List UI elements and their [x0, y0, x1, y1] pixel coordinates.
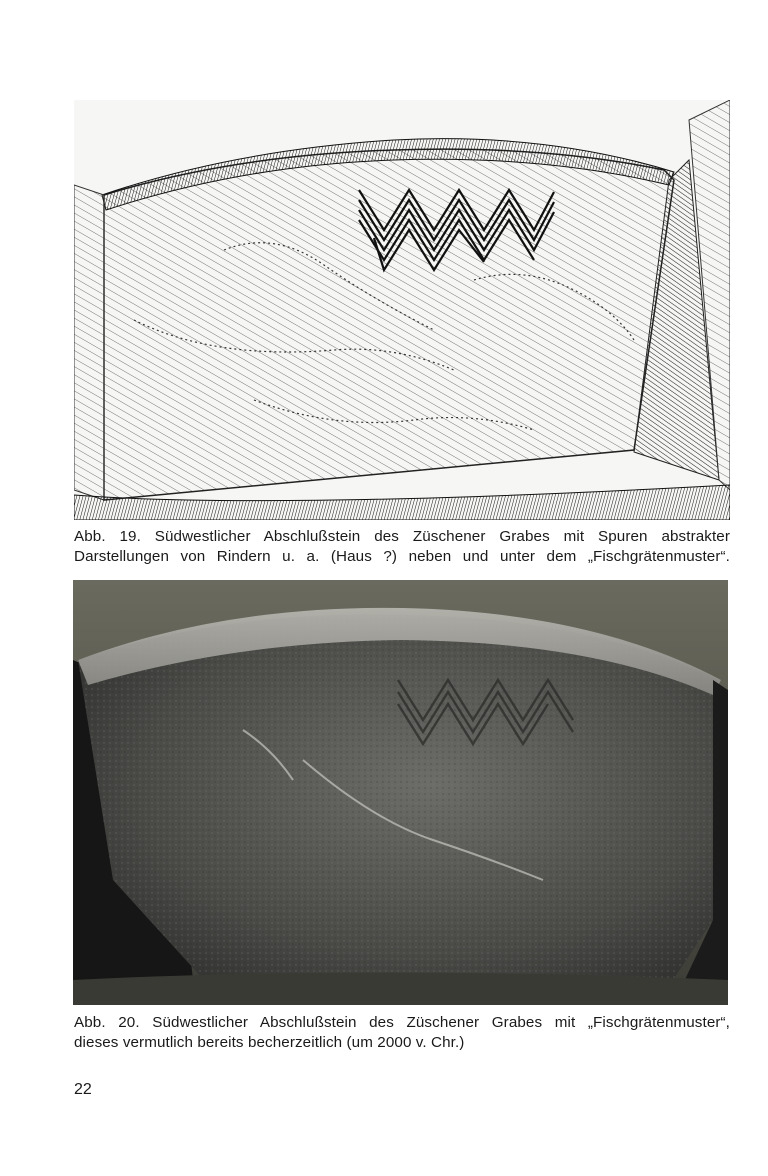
caption-line: Abb. 20. Südwestlicher Abschlußstein des Züschener Grabes mit „Fischgrätenmuster“, [74, 1014, 730, 1031]
stone-drawing [74, 100, 730, 520]
stone-photo [73, 580, 728, 1005]
page-number: 22 [74, 1081, 92, 1098]
figure-20-photograph [73, 580, 728, 1005]
figure-20-caption [74, 1013, 730, 1053]
caption-line: Abb. 19. Südwestlicher Abschlußstein des Züschener Grabes mit Spuren abstrakter [74, 528, 730, 545]
figure-19-caption [74, 527, 730, 567]
figure-19-drawing [74, 100, 730, 520]
caption-line: Darstellungen von Rindern u. a. (Haus ?) neben und unter dem „Fischgrätenmuster“. [74, 548, 730, 565]
caption-line: dieses vermutlich bereits becherzeitlich (um 2000 v. Chr.) [74, 1034, 465, 1051]
